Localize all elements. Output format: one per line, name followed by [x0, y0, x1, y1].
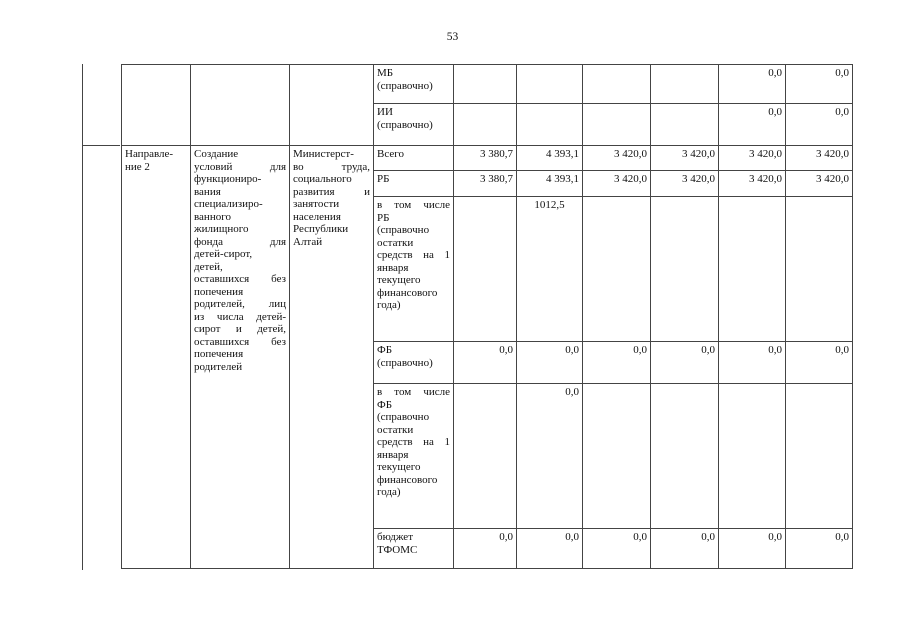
value-cell — [454, 384, 517, 529]
value-cell: 0,0 — [786, 342, 853, 384]
source-line: ФБ — [377, 398, 393, 411]
value-cell: 4 393,1 — [517, 171, 583, 197]
source-line: средств на 1 — [377, 249, 450, 261]
value-cell: 3 380,7 — [454, 146, 517, 171]
source-line: остатки — [377, 423, 414, 436]
value-cell: 0,0 — [786, 104, 853, 146]
value-cell — [651, 65, 719, 104]
empty-cell — [191, 65, 290, 146]
source-line: года) — [377, 299, 401, 311]
title-line: из числа детей- — [194, 310, 286, 323]
source-line: остатки — [377, 236, 414, 249]
direction-name-line: ние 2 — [125, 160, 150, 173]
value-cell: 0,0 — [651, 529, 719, 569]
value-cell: 0,0 — [517, 529, 583, 569]
title-line: детей, — [194, 260, 223, 273]
source-cell: МБ (справочно) — [374, 65, 454, 104]
value-cell — [583, 104, 651, 146]
executor-line: Алтай — [293, 235, 323, 248]
title-line: оставшихся без — [194, 335, 286, 348]
source-cell: Всего — [374, 146, 454, 171]
value-cell: 0,0 — [583, 342, 651, 384]
value-cell: 0,0 — [651, 342, 719, 384]
source-cell — [374, 384, 454, 529]
source-line: года) — [377, 486, 401, 498]
title-line: фонда для — [194, 235, 286, 248]
value-cell — [454, 65, 517, 104]
value-cell — [517, 104, 583, 146]
title-line: оставшихся без — [194, 273, 286, 285]
page-number: 53 — [446, 31, 459, 43]
source-cell: ИИ (справочно) — [374, 104, 454, 146]
value-cell: 0,0 — [517, 384, 583, 529]
title-line: сирот и детей, — [194, 323, 286, 335]
value-cell — [517, 65, 583, 104]
value-cell: 0,0 — [719, 65, 786, 104]
source-line: в том числе — [377, 386, 450, 398]
source-line: текущего — [377, 274, 421, 286]
source-line: в том числе — [377, 199, 450, 211]
value-cell: 4 393,1 — [517, 146, 583, 171]
executor-line: Министерст- — [293, 148, 354, 160]
executor-line: занятости — [293, 198, 340, 210]
title-line: Создание — [194, 148, 239, 160]
value-cell: 3 420,0 — [719, 171, 786, 197]
value-cell: 0,0 — [719, 342, 786, 384]
source-line: (справочно — [377, 411, 430, 423]
title-line: вания — [194, 185, 221, 198]
value-cell — [583, 197, 651, 342]
value-cell — [583, 65, 651, 104]
value-cell: 0,0 — [583, 529, 651, 569]
source-line: января — [377, 261, 409, 274]
executor-cell — [290, 146, 374, 569]
value-cell: 3 420,0 — [786, 171, 853, 197]
value-cell — [454, 197, 517, 342]
direction-name-line: Направле- — [125, 148, 174, 160]
value-cell: 0,0 — [786, 529, 853, 569]
source-cell: РБ — [374, 171, 454, 197]
source-cell: бюджет ТФОМС — [374, 529, 454, 569]
executor-line: развития и — [293, 185, 370, 198]
source-cell — [374, 197, 454, 342]
executor-line: населения — [293, 210, 341, 223]
source-line: текущего — [377, 461, 421, 473]
value-cell: 0,0 — [786, 65, 853, 104]
direction-name-cell — [122, 146, 191, 569]
value-cell — [583, 384, 651, 529]
title-line: родителей, лиц — [194, 298, 286, 310]
source-line: финансового — [377, 473, 438, 486]
value-cell — [719, 384, 786, 529]
title-line: функциониро- — [194, 173, 262, 185]
value-cell: 1012,5 — [517, 197, 583, 342]
value-cell: 3 420,0 — [583, 171, 651, 197]
title-line: ванного — [194, 210, 231, 223]
table-row — [122, 146, 853, 171]
value-cell — [651, 104, 719, 146]
source-line: РБ — [377, 211, 390, 224]
source-line: (справочно — [377, 224, 430, 236]
value-cell: 3 420,0 — [719, 146, 786, 171]
title-line: условий для — [194, 160, 286, 173]
empty-cell — [122, 65, 191, 146]
title-line: попечения — [194, 285, 244, 298]
title-line: специализиро- — [194, 198, 263, 210]
value-cell: 3 420,0 — [651, 171, 719, 197]
title-line: родителей — [194, 360, 243, 373]
left-border-line — [82, 64, 83, 570]
executor-line: во труда, — [293, 160, 370, 173]
empty-cell — [290, 65, 374, 146]
source-line: финансового — [377, 286, 438, 299]
value-cell: 3 420,0 — [583, 146, 651, 171]
value-cell: 0,0 — [454, 342, 517, 384]
table-row — [122, 65, 853, 104]
value-cell: 3 420,0 — [786, 146, 853, 171]
value-cell — [651, 384, 719, 529]
executor-line: социального — [293, 173, 352, 185]
value-cell — [786, 197, 853, 342]
value-cell: 0,0 — [719, 529, 786, 569]
value-cell: 3 420,0 — [651, 146, 719, 171]
title-line: попечения — [194, 348, 244, 360]
source-cell: ФБ (справочно) — [374, 342, 454, 384]
source-line: января — [377, 448, 409, 461]
value-cell — [719, 197, 786, 342]
value-cell: 3 380,7 — [454, 171, 517, 197]
value-cell: 0,0 — [517, 342, 583, 384]
value-cell: 0,0 — [719, 104, 786, 146]
value-cell — [651, 197, 719, 342]
value-cell — [786, 384, 853, 529]
left-row-divider — [82, 145, 120, 146]
value-cell: 0,0 — [454, 529, 517, 569]
value-cell — [454, 104, 517, 146]
executor-line: Республики — [293, 223, 349, 235]
title-line: жилищного — [194, 223, 249, 235]
title-line: детей-сирот, — [194, 248, 253, 260]
direction-title-cell — [191, 146, 290, 569]
budget-table — [121, 64, 853, 569]
source-line: средств на 1 — [377, 436, 450, 448]
